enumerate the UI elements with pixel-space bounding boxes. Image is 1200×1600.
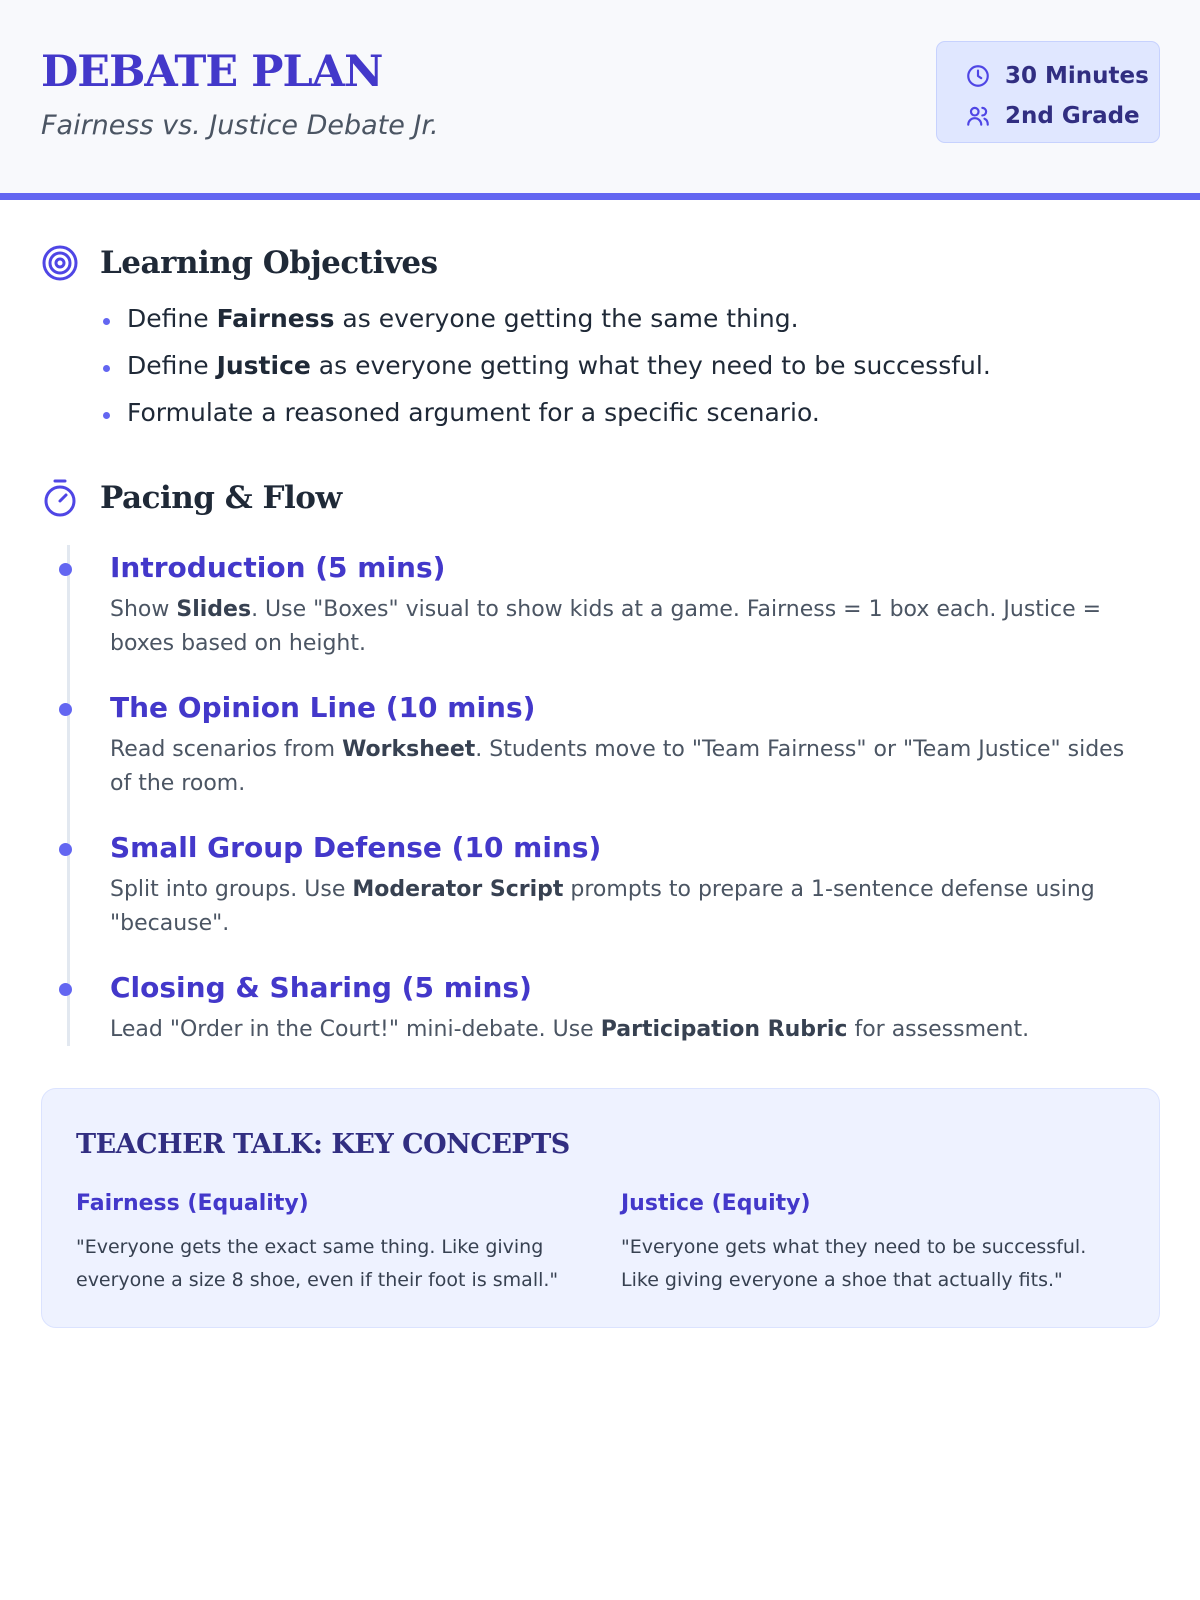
step-title: Introduction (5 mins) (110, 551, 446, 584)
concept-text: "Everyone gets what they need to be successful. Like giving everyone a shoe that actually fits." (621, 1236, 1087, 1291)
grade-row (965, 96, 1159, 136)
objectives-heading-row (0, 238, 1200, 288)
teacher-talk-card (41, 1088, 1160, 1328)
objectives-heading: Learning Objectives (100, 245, 438, 281)
meta-card (936, 41, 1160, 143)
users-icon (965, 103, 991, 129)
step-description: Read scenarios from Worksheet. Students move to "Team Fairness" or "Team Justice" sides of the room. (110, 737, 1125, 796)
pacing-heading: Pacing & Flow (100, 480, 342, 516)
timeline-line (67, 545, 70, 1046)
step-title: The Opinion Line (10 mins) (110, 691, 536, 724)
step-title: Closing & Sharing (5 mins) (110, 971, 532, 1004)
timeline-dot (59, 843, 72, 856)
objectives-section (0, 238, 1200, 427)
timeline-dot (59, 563, 72, 576)
concept-justice (621, 1191, 1111, 1297)
objective-item: Define Fairness as everyone getting the same thing. (100, 300, 991, 347)
concept-title: Justice (Equity) (621, 1191, 811, 1216)
pacing-heading-row (0, 473, 1200, 523)
objective-item: Formulate a reasoned argument for a specific scenario. (100, 394, 991, 441)
teacher-talk-heading: TEACHER TALK: KEY CONCEPTS (76, 1129, 570, 1160)
objective-item: Define Justice as everyone getting what they need to be successful. (100, 347, 991, 394)
duration-text: 30 Minutes (1005, 63, 1149, 89)
step-description: Split into groups. Use Moderator Script prompts to prepare a 1-sentence defense using "because". (110, 877, 1095, 936)
header (0, 0, 1200, 200)
clock-icon (965, 63, 991, 89)
pacing-section (0, 473, 1200, 1042)
step-description: Show Slides. Use "Boxes" visual to show kids at a game. Fairness = 1 box each. Justice = boxes based on height. (110, 597, 1102, 656)
stopwatch-icon (41, 478, 79, 518)
grade-text: 2nd Grade (1005, 103, 1140, 129)
timeline-dot (59, 983, 72, 996)
target-icon (41, 244, 79, 282)
objectives-list (100, 300, 991, 441)
page-title: DEBATE PLAN (41, 47, 383, 97)
concept-text: "Everyone gets the exact same thing. Like giving everyone a size 8 shoe, even if their foot is small." (76, 1236, 559, 1291)
concept-fairness (76, 1191, 566, 1297)
duration-row (965, 56, 1159, 96)
page-subtitle: Fairness vs. Justice Debate Jr. (41, 110, 439, 141)
timeline-dot (59, 703, 72, 716)
step-title: Small Group Defense (10 mins) (110, 831, 602, 864)
step-description: Lead "Order in the Court!" mini-debate. Use Participation Rubric for assessment. (110, 1017, 1030, 1042)
concept-title: Fairness (Equality) (76, 1191, 309, 1216)
